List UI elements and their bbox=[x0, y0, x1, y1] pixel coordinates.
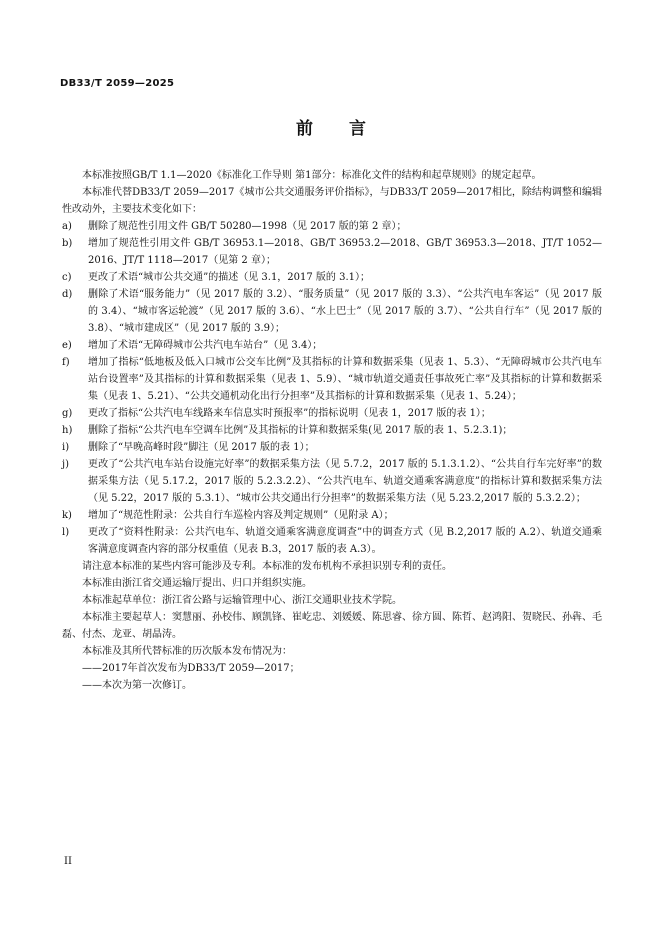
list-item bbox=[62, 507, 602, 524]
list-item-label: b) bbox=[62, 238, 73, 249]
list-item bbox=[62, 269, 602, 286]
foreword-body bbox=[62, 167, 602, 694]
list-item-text: 更改了“公共汽电车站台设施完好率”的数据采集方法（见 5.7.2，2017 版的 5.1.3.1.2）、“公共自行车完好率”的数据采集方法（见 5.17.2，2017 版的 5.2.3.2.2）、“公共汽电车、轨道交通乘客满意度”的指标计算和数据采集方法（见 5.22，2017 版的 5.3.1）、“城市公共交通出行分担率”的数据采集方法（见 5.23.2,2017 版的 5.3.2.2）； bbox=[88, 459, 602, 504]
list-item-label: e) bbox=[62, 340, 72, 351]
document-number: DB33/T 2059—2025 bbox=[60, 78, 175, 89]
intro-paragraph: 本标准代替DB33/T 2059—2017《城市公共交通服务评价指标》，与DB33/T 2059—2017相比，除结构调整和编辑性改动外，主要技术变化如下： bbox=[62, 187, 602, 215]
list-item-label: h) bbox=[62, 425, 73, 436]
list-item bbox=[62, 524, 602, 558]
page-number: II bbox=[64, 856, 72, 867]
version-history-item: ——2017年首次发布为DB33/T 2059—2017； bbox=[82, 663, 300, 674]
proposer-statement: 本标准由浙江省交通运输厅提出、归口并组织实施。 bbox=[82, 578, 312, 589]
list-item-label: i) bbox=[62, 442, 70, 453]
drafting-units: 本标准起草单位：浙江省公路与运输管理中心、浙江交通职业技术学院。 bbox=[82, 595, 402, 606]
list-item-label: l) bbox=[62, 527, 70, 538]
list-item-text: 删除了规范性引用文件 GB/T 50280—1998（见 2017 版的第 2 章）； bbox=[88, 221, 407, 232]
list-item-text: 删除了“早晚高峰时段”脚注（见 2017 版的表 1）； bbox=[88, 442, 315, 453]
list-item-text: 更改了术语“城市公共交通”的描述（见 3.1，2017 版的 3.1）； bbox=[88, 272, 371, 283]
list-item-label: g) bbox=[62, 408, 73, 419]
list-item-text: 增加了术语“无障碍城市公共汽电车站台”（见 3.4）； bbox=[88, 340, 323, 351]
list-item bbox=[62, 337, 602, 354]
list-item-label: a) bbox=[62, 221, 72, 232]
list-item bbox=[62, 456, 602, 507]
list-item-text: 删除了术语“服务能力”（见 2017 版的 3.2）、“服务质量”（见 2017 版的 3.3）、“公共汽电车客运”（见 2017 版的 3.4）、“城市客运轮渡”（见 2017 版的 3.6）、“水上巴士”（见 2017 版的 3.7）、“公共自行车”（见 2017 版的 3.8）、“城市建成区”（见 2017 版的 3.9）； bbox=[88, 289, 602, 334]
patent-notice: 请注意本标准的某些内容可能涉及专利。本标准的发布机构不承担识别专利的责任。 bbox=[82, 561, 452, 572]
changes-list bbox=[62, 218, 602, 558]
list-item bbox=[62, 354, 602, 405]
page-title: 前 言 bbox=[296, 119, 366, 139]
list-item-text: 增加了“规范性附录：公共自行车巡检内容及判定规则”（见附录 A）； bbox=[88, 510, 394, 521]
list-item-label: k) bbox=[62, 510, 72, 521]
list-item-text: 删除了指标“公共汽电车空调车比例”及其指标的计算和数据采集(见 2017 版的表 1、5.2.3.1)； bbox=[88, 425, 513, 436]
list-item-text: 更改了指标“公共汽电车线路来车信息实时预报率”的指标说明（见表 1，2017 版的表 1）； bbox=[88, 408, 491, 419]
intro-paragraph: 本标准按照GB/T 1.1—2020《标准化工作导则 第1部分：标准化文件的结构和起草规则》的规定起草。 bbox=[82, 170, 542, 181]
version-history-heading: 本标准及其所代替标准的历次版本发布情况为： bbox=[82, 646, 292, 657]
list-item bbox=[62, 422, 602, 439]
version-history-item: ——本次为第一次修订。 bbox=[82, 680, 192, 691]
list-item bbox=[62, 235, 602, 269]
list-item-label: c) bbox=[62, 272, 72, 283]
list-item-label: j) bbox=[62, 459, 70, 470]
list-item bbox=[62, 218, 602, 235]
drafters: 本标准主要起草人：窦慧丽、孙校伟、顾凯锋、崔屹忠、刘媛媛、陈思睿、徐方圆、陈哲、赵鸿阳、贺晓民、孙犇、毛磊、付杰、龙亚、胡晶涛。 bbox=[62, 612, 602, 640]
list-item bbox=[62, 405, 602, 422]
list-item bbox=[62, 439, 602, 456]
list-item-label: f) bbox=[62, 357, 70, 368]
list-item-text: 更改了“资料性附录：公共汽电车、轨道交通乘客满意度调查”中的调查方式（见 B.2,2017 版的 A.2）、轨道交通乘客满意度调查内容的部分权重值（见表 B.3，2017 版的表 A.3）。 bbox=[88, 527, 602, 555]
list-item-label: d) bbox=[62, 289, 73, 300]
list-item-text: 增加了规范性引用文件 GB/T 36953.1—2018、GB/T 36953.2—2018、GB/T 36953.3—2018、JT/T 1052—2016、JT/T 1118—2017（见第 2 章）； bbox=[88, 238, 602, 266]
list-item-text: 增加了指标“低地板及低入口城市公交车比例”及其指标的计算和数据采集（见表 1、5.3）、“无障碍城市公共汽电车站台设置率”及其指标的计算和数据采集（见表 1、5.9）、“城市轨道交通责任事故死亡率”及其指标的计算和数据采集（见表 1、5.21）、“公共交通机动化出行分担率”及其指标的计算和数据采集（见表 1、5.24）； bbox=[88, 357, 602, 402]
list-item bbox=[62, 286, 602, 337]
